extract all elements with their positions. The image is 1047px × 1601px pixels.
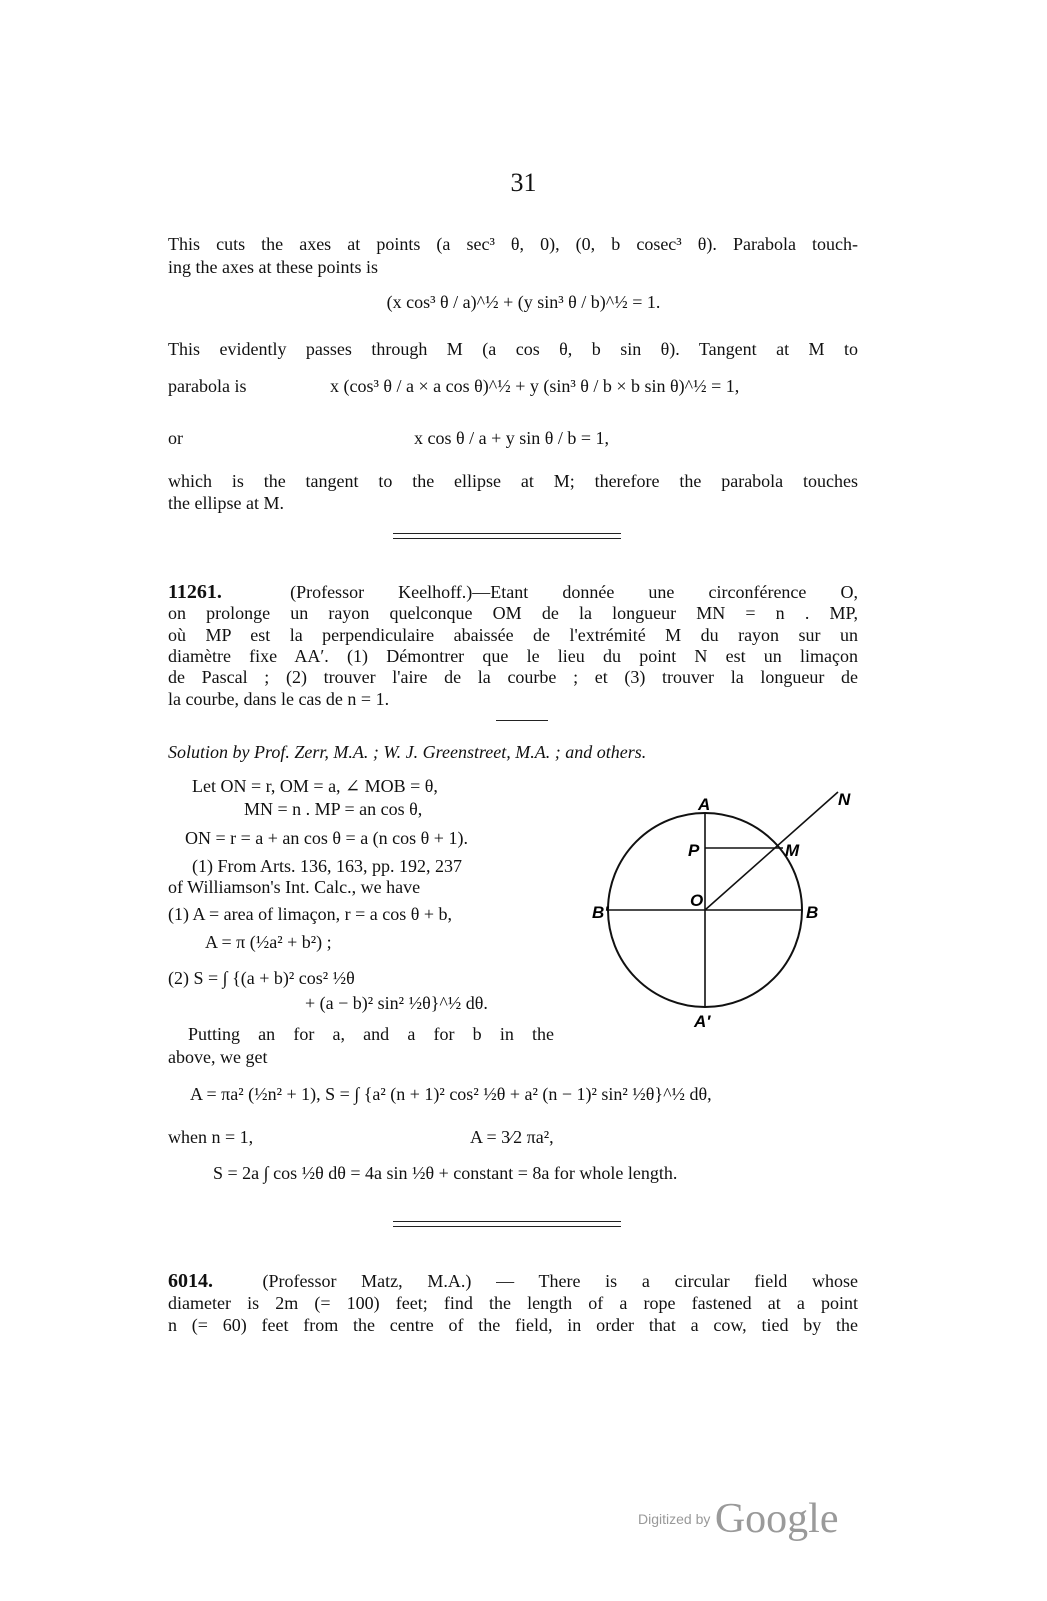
text-line: diameter is 2m (= 100) feet; find the length of a rope fastened at a point (168, 1293, 858, 1313)
text-line: (Professor Matz, M.A.) — There is a circular field whose (262, 1271, 859, 1291)
solution-by: Solution by Prof. Zerr, M.A. ; W. J. Greenstreet, M.A. ; and others. (168, 742, 647, 762)
text-line: Putting an for a, and a for b in the (188, 1024, 554, 1044)
text-line: This evidently passes through M (a cos θ, b sin θ). Tangent at M to (168, 339, 858, 359)
label-n: N (838, 790, 851, 809)
text-line: où MP est la perpendiculaire abaissée de l'extrémité M du rayon sur un (168, 625, 858, 645)
text-line: n (= 60) feet from the centre of the field, in order that a cow, tied by the (168, 1315, 858, 1335)
text-line: above, we get (168, 1047, 268, 1067)
text-line: (Professor Keelhoff.)—Etant donnée une circonférence O, (290, 582, 858, 602)
text-line: (1) From Arts. 136, 163, pp. 192, 237 (192, 856, 462, 876)
equation: (x cos³ θ / a)^½ + (y sin³ θ / b)^½ = 1. (386, 292, 661, 312)
text-line: the ellipse at M. (168, 493, 284, 513)
text-line: or (168, 428, 183, 448)
section-divider (393, 1221, 621, 1227)
ray-on (705, 792, 838, 910)
label-o: O (690, 891, 704, 910)
text-line: de Pascal ; (2) trouver l'aire de la courbe ; et (3) trouver la longueur de (168, 667, 858, 687)
text-line: which is the tangent to the ellipse at M; therefore the parabola touches (168, 471, 858, 491)
label-a-prime: A′ (694, 1012, 711, 1031)
label-a: A (698, 795, 711, 814)
text-line: This cuts the axes at points (a sec³ θ, 0), (0, b cosec³ θ). Parabola touch- (168, 234, 858, 254)
watermark-prefix: Digitized by (638, 1511, 711, 1527)
text-line: la courbe, dans le cas de n = 1. (168, 689, 390, 709)
text-line: A = π (½a² + b²) ; (205, 932, 332, 952)
text-line: (2) S = ∫ {(a + b)² cos² ½θ (168, 968, 355, 988)
text-line: MN = n . MP = an cos θ, (244, 799, 423, 819)
text-line: on prolonge un rayon quelconque OM de la longueur MN = n . MP, (168, 603, 858, 623)
digitized-watermark (638, 1495, 838, 1543)
text-line: diamètre fixe AA′. (1) Démontrer que le lieu du point N est un limaçon (168, 646, 858, 666)
short-divider (496, 720, 548, 721)
google-logo: Google (714, 1496, 839, 1542)
equation: x cos θ / a + y sin θ / b = 1, (414, 428, 610, 448)
page-number: 31 (510, 168, 537, 197)
problem-number: 11261. (168, 581, 222, 603)
label-b-prime: B′ (592, 903, 609, 922)
label-b: B (806, 903, 819, 922)
equation: x (cos³ θ / a × a cos θ)^½ + y (sin³ θ / b × b sin θ)^½ = 1, (330, 376, 740, 396)
equation: A = πa² (½n² + 1), S = ∫ {a² (n + 1)² cos² ½θ + a² (n − 1)² sin² ½θ}^½ dθ, (190, 1084, 712, 1104)
label-m: M (785, 841, 800, 860)
equation: A = 3⁄2 πa², (470, 1127, 554, 1147)
text-line: Let ON = r, OM = a, ∠ MOB = θ, (192, 776, 438, 796)
problem-heading (168, 581, 858, 603)
text-line: ing the axes at these points is (168, 257, 378, 277)
text-line: of Williamson's Int. Calc., we have (168, 877, 421, 897)
equation: S = 2a ∫ cos ½θ dθ = 4a sin ½θ + constant = 8a for whole length. (213, 1163, 678, 1183)
text-line: when n = 1, (168, 1127, 254, 1147)
problem-number: 6014. (168, 1270, 213, 1292)
text-line: + (a − b)² sin² ½θ}^½ dθ. (305, 993, 488, 1013)
section-divider (393, 533, 621, 539)
text-line: (1) A = area of limaçon, r = a cos θ + b, (168, 904, 452, 924)
text-line: ON = r = a + an cos θ = a (n cos θ + 1). (185, 828, 468, 848)
label-p: P (688, 841, 700, 860)
text-line: parabola is (168, 376, 247, 396)
problem-heading (168, 1270, 858, 1292)
limacon-figure (580, 780, 860, 1040)
